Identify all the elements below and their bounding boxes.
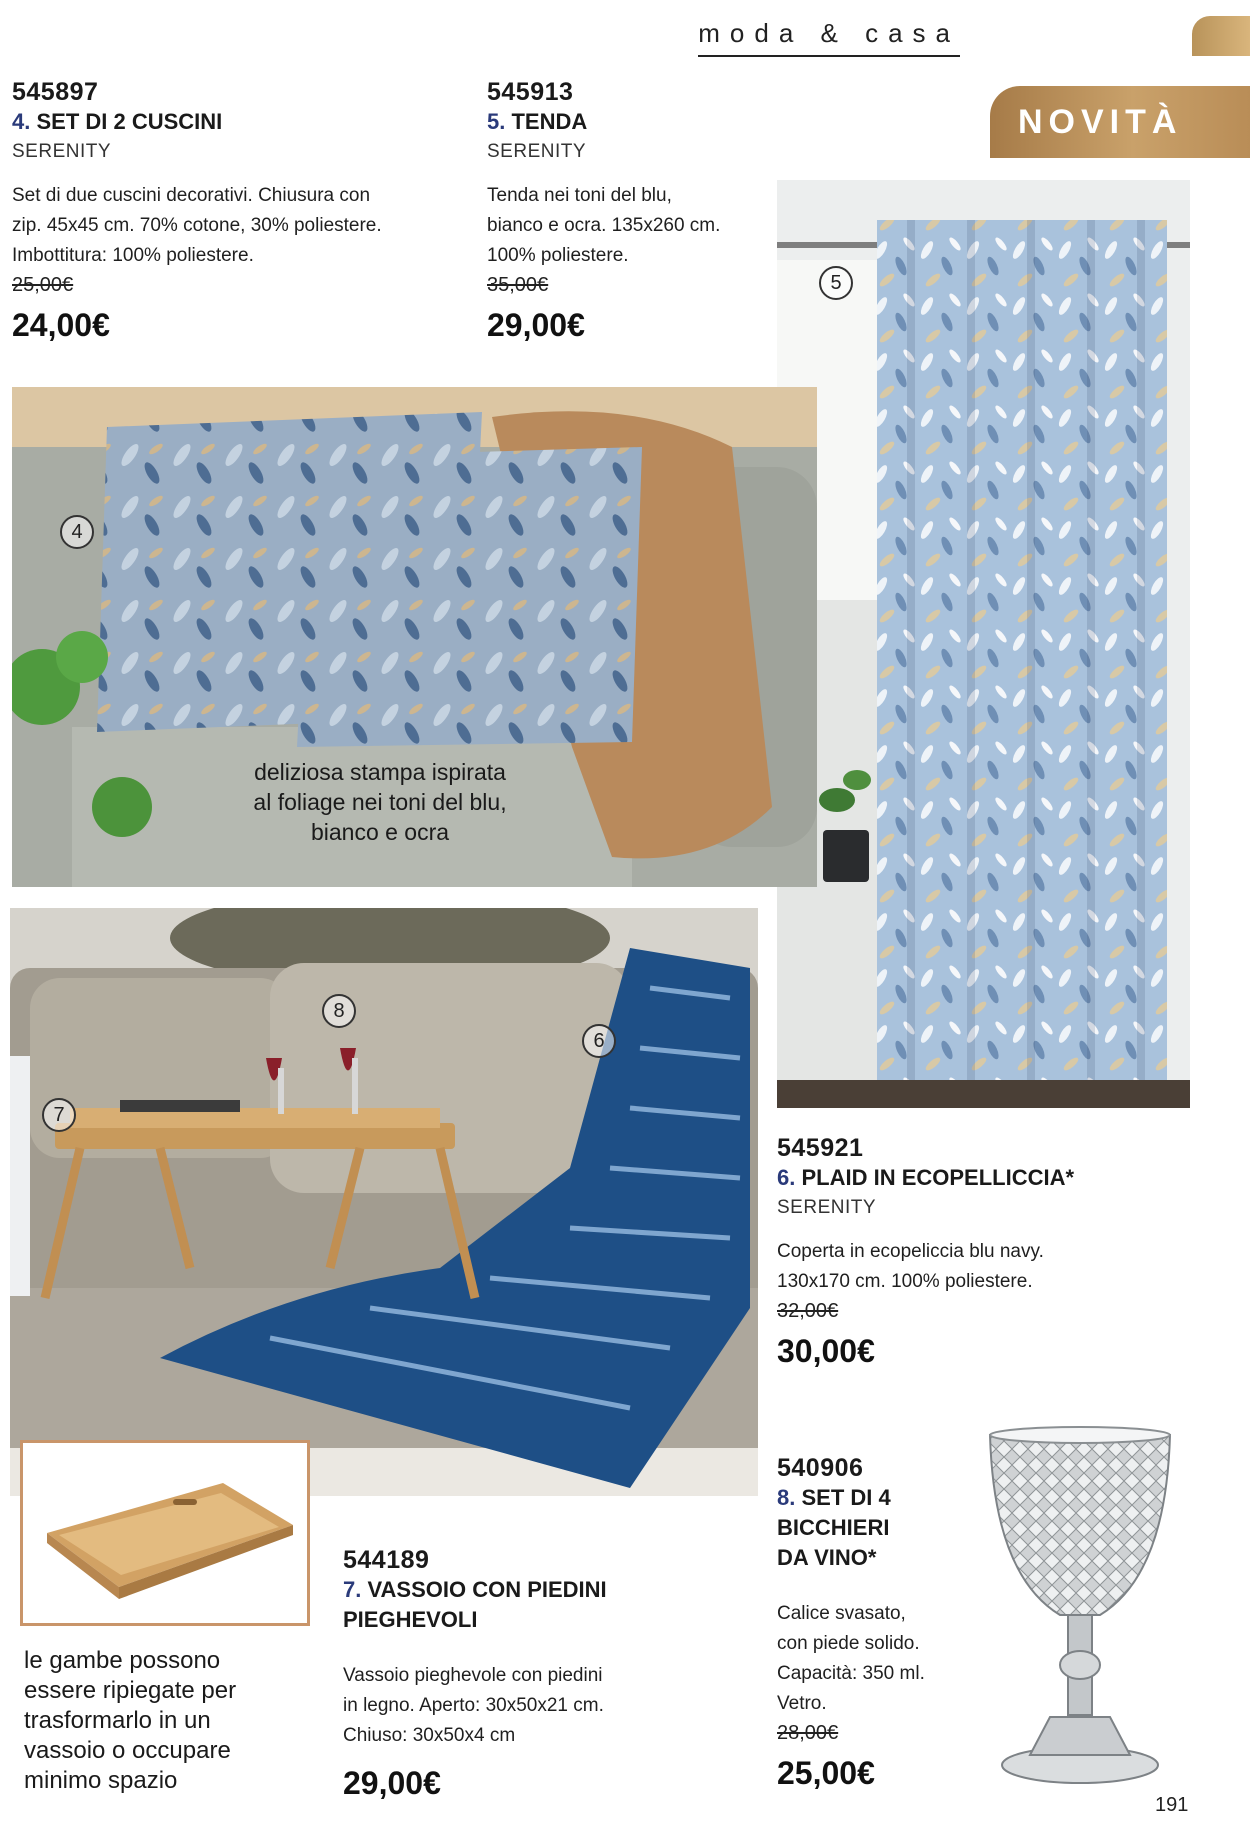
plaid-tray-illustration bbox=[10, 908, 758, 1496]
product-code: 544189 bbox=[343, 1546, 430, 1574]
plaid-tray-photo bbox=[10, 908, 758, 1496]
product-brand: SERENITY bbox=[777, 1197, 877, 1218]
product-brand: SERENITY bbox=[487, 141, 587, 162]
product-description: Tenda nei toni del blu, bianco e ocra. 135x260 cm. 100% poliestere. bbox=[487, 185, 721, 266]
product-6-info bbox=[777, 1134, 1197, 1370]
cushion-photo-caption: deliziosa stampa ispirata al foliage nei toni del blu, bianco e ocra bbox=[253, 759, 507, 845]
page-number: 191 bbox=[1155, 1794, 1189, 1816]
wine-glass-illustration bbox=[980, 1425, 1180, 1795]
price: 29,00€ bbox=[343, 1765, 441, 1801]
product-name: 6. PLAID IN ECOPELLICCIA* bbox=[777, 1165, 1075, 1190]
old-price: 28,00€ bbox=[777, 1722, 839, 1744]
product-code: 545921 bbox=[777, 1134, 864, 1162]
product-name: 8. SET DI 4 BICCHIERI DA VINO* bbox=[777, 1485, 891, 1570]
marker-6: 6 bbox=[582, 1024, 616, 1058]
tray-inset-photo bbox=[20, 1440, 310, 1626]
product-code: 540906 bbox=[777, 1454, 864, 1482]
product-code: 545897 bbox=[12, 78, 99, 106]
marker-8: 8 bbox=[322, 994, 356, 1028]
product-8-info bbox=[777, 1454, 977, 1792]
price: 25,00€ bbox=[777, 1755, 875, 1791]
curtain-photo bbox=[777, 180, 1190, 1108]
section-tab-decoration bbox=[1192, 16, 1250, 56]
product-5-info bbox=[487, 78, 777, 344]
product-name: 5. TENDA bbox=[487, 109, 588, 134]
old-price: 32,00€ bbox=[777, 1300, 839, 1322]
product-name: 4. SET DI 2 CUSCINI bbox=[12, 109, 223, 134]
product-code: 545913 bbox=[487, 78, 574, 106]
product-7-info bbox=[343, 1546, 743, 1802]
product-description: Coperta in ecopeliccia blu navy. 130x170 cm. 100% poliestere. bbox=[777, 1241, 1044, 1292]
tray-illustration bbox=[23, 1443, 307, 1623]
curtain-illustration bbox=[777, 180, 1190, 1108]
marker-7: 7 bbox=[42, 1098, 76, 1132]
marker-4: 4 bbox=[60, 515, 94, 549]
product-name: 7. VASSOIO CON PIEDINI PIEGHEVOLI bbox=[343, 1577, 607, 1632]
cushion-photo bbox=[12, 387, 817, 887]
price: 29,00€ bbox=[487, 307, 585, 343]
tray-note: le gambe possono essere ripiegate per trasformarlo in un vassoio o occupare minimo spazio bbox=[24, 1647, 237, 1794]
wine-glass-photo bbox=[980, 1425, 1180, 1795]
product-description: Set di due cuscini decorativi. Chiusura con zip. 45x45 cm. 70% cotone, 30% poliestere. Imbottitura: 100% poliestere. bbox=[12, 185, 382, 266]
marker-5: 5 bbox=[819, 266, 853, 300]
old-price: 35,00€ bbox=[487, 274, 549, 296]
novita-badge: NOVITÀ bbox=[990, 86, 1250, 158]
section-title: moda & casa bbox=[698, 18, 960, 57]
old-price: 25,00€ bbox=[12, 274, 74, 296]
product-description: Vassoio pieghevole con piedini in legno. Aperto: 30x50x21 cm. Chiuso: 30x50x4 cm bbox=[343, 1665, 604, 1746]
price: 24,00€ bbox=[12, 307, 110, 343]
product-description: Calice svasato, con piede solido. Capacità: 350 ml. Vetro. bbox=[777, 1603, 925, 1714]
product-brand: SERENITY bbox=[12, 141, 112, 162]
price: 30,00€ bbox=[777, 1333, 875, 1369]
product-4-info bbox=[12, 78, 472, 344]
